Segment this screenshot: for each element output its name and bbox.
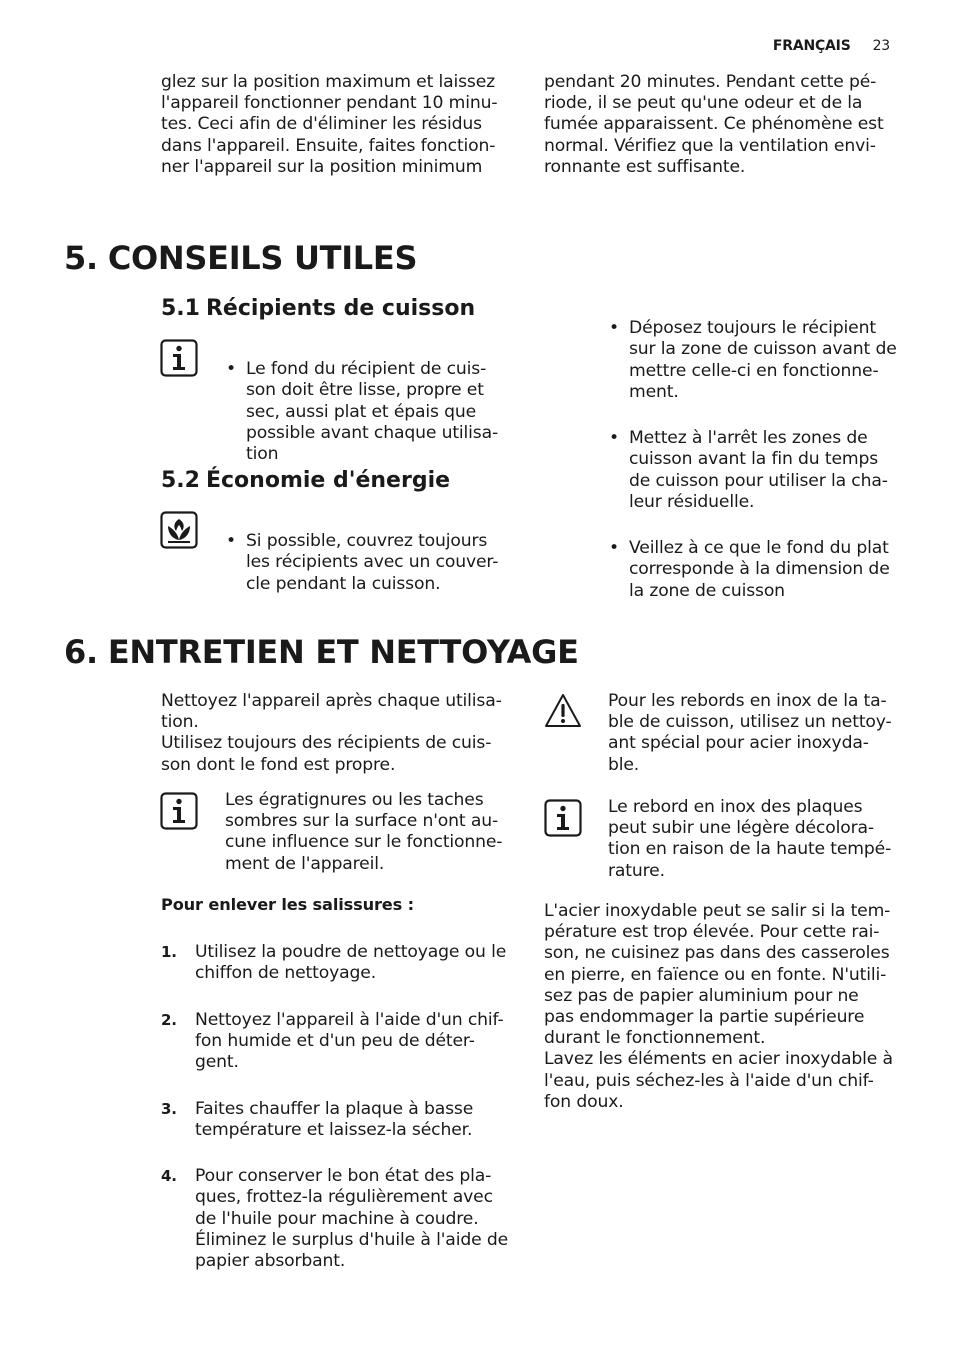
section-6-intro: Nettoyez l'appareil après chaque utilisa- tion. Utilisez toujours des récipients de cuis- son dont le fond est propre. (161, 691, 502, 775)
page-header (700, 38, 890, 54)
subsection-5-1-heading (161, 295, 475, 323)
step-text: Utilisez la poudre de nettoyage ou le chiffon de nettoyage. (195, 942, 507, 984)
intro-left-text: glez sur la position maximum et laissez l'appareil fonctionner pendant 10 minu- tes. Ceci afin de d'éliminer les résidus dans l'appareil. Ensuite, faites fonction- ner l'appareil sur la position minimum (161, 72, 498, 177)
section-5-number: 5. (64, 239, 98, 277)
info-icon (160, 792, 198, 830)
step-text: Pour conserver le bon état des pla- ques, frottez-la régulièrement avec de l'huile pour machine à coudre. Éliminez le surplus d'huile à l'aide de papier absorbant. (195, 1166, 509, 1272)
section-6-title: ENTRETIEN ET NETTOYAGE (107, 633, 579, 671)
step-number: 1. (161, 943, 177, 962)
list-item (161, 1010, 521, 1074)
step-number: 3. (161, 1099, 177, 1118)
subsection-5-2-heading (161, 467, 450, 495)
info-note-scratches: Les égratignures ou les taches sombres sur la surface n'ont au- cune influence sur le fonctionne- ment de l'appareil. (225, 790, 503, 874)
step-number: 4. (161, 1167, 177, 1186)
info-icon (160, 339, 198, 377)
header-language: FRANÇAIS (772, 38, 851, 54)
section-6-heading (64, 632, 579, 672)
step-text: Nettoyez l'appareil à l'aide d'un chif- fon humide et d'un peu de déter- gent. (195, 1009, 504, 1073)
subsection-5-2-title: Économie d'énergie (205, 468, 451, 493)
section-5-heading (64, 238, 417, 278)
warning-note-stainless: Pour les rebords en inox de la ta- ble de cuisson, utilisez un nettoy- ant spécial pour acier inoxyda- ble. (608, 691, 892, 775)
subsection-5-2-number: 5.2 (161, 468, 200, 493)
cleaning-steps-list (161, 921, 521, 1297)
section-5-right-list (609, 297, 909, 627)
list-item (161, 942, 521, 984)
subsection-5-2-list (226, 510, 526, 620)
list-item: • Le fond du récipient de cuis- son doit être lisse, propre et sec, aussi plat et épais que possible avant chaque utilisa- tion (226, 359, 526, 465)
subsection-5-1-title: Récipients de cuisson (205, 296, 476, 321)
section-5-title: CONSEILS UTILES (107, 239, 418, 277)
page-number: 23 (872, 38, 890, 54)
list-item (161, 1166, 521, 1272)
step-number: 2. (161, 1010, 177, 1029)
info-icon (544, 799, 582, 837)
steps-heading: Pour enlever les salissures : (161, 895, 414, 914)
subsection-5-1-number: 5.1 (161, 296, 200, 321)
list-item: • Mettez à l'arrêt les zones de cuisson avant la fin du temps de cuisson pour utiliser la cha- leur résiduelle. (609, 428, 909, 513)
intro-right-text: pendant 20 minutes. Pendant cette pé- riode, il se peut qu'une odeur et de la fumée apparaissent. Ce phénomène est normal. Vérifiez que la ventilation envi- ronnante est suffisante. (544, 72, 884, 177)
eco-icon (160, 511, 198, 549)
warning-icon (544, 692, 582, 730)
list-item: • Veillez à ce que le fond du plat corresponde à la dimension de la zone de cuisson (609, 538, 909, 602)
step-text: Faites chauffer la plaque à basse température et laissez-la sécher. (195, 1098, 474, 1140)
list-item (161, 1099, 521, 1141)
section-6-number: 6. (64, 633, 98, 671)
list-item: • Déposez toujours le récipient sur la zone de cuisson avant de mettre celle-ci en fonctionne- ment. (609, 318, 909, 403)
info-note-discoloration: Le rebord en inox des plaques peut subir une légère décolora- tion en raison de la haute tempé- rature. (608, 797, 892, 881)
stainless-steel-text: L'acier inoxydable peut se salir si la tem- pérature est trop élevée. Pour cette rai- son, ne cuisinez pas dans des casseroles en pierre, en faïence ou en fonte. N'utili- sez pas de papier aluminium pour ne pas endommager la partie supérieure durant le fonctionnement. Lavez les éléments en acier inoxydable à l'eau, puis séchez-les à l'aide d'un chif- fon doux. (544, 901, 893, 1112)
list-item: • Si possible, couvrez toujours les récipients avec un couver- cle pendant la cuisson. (226, 531, 526, 595)
